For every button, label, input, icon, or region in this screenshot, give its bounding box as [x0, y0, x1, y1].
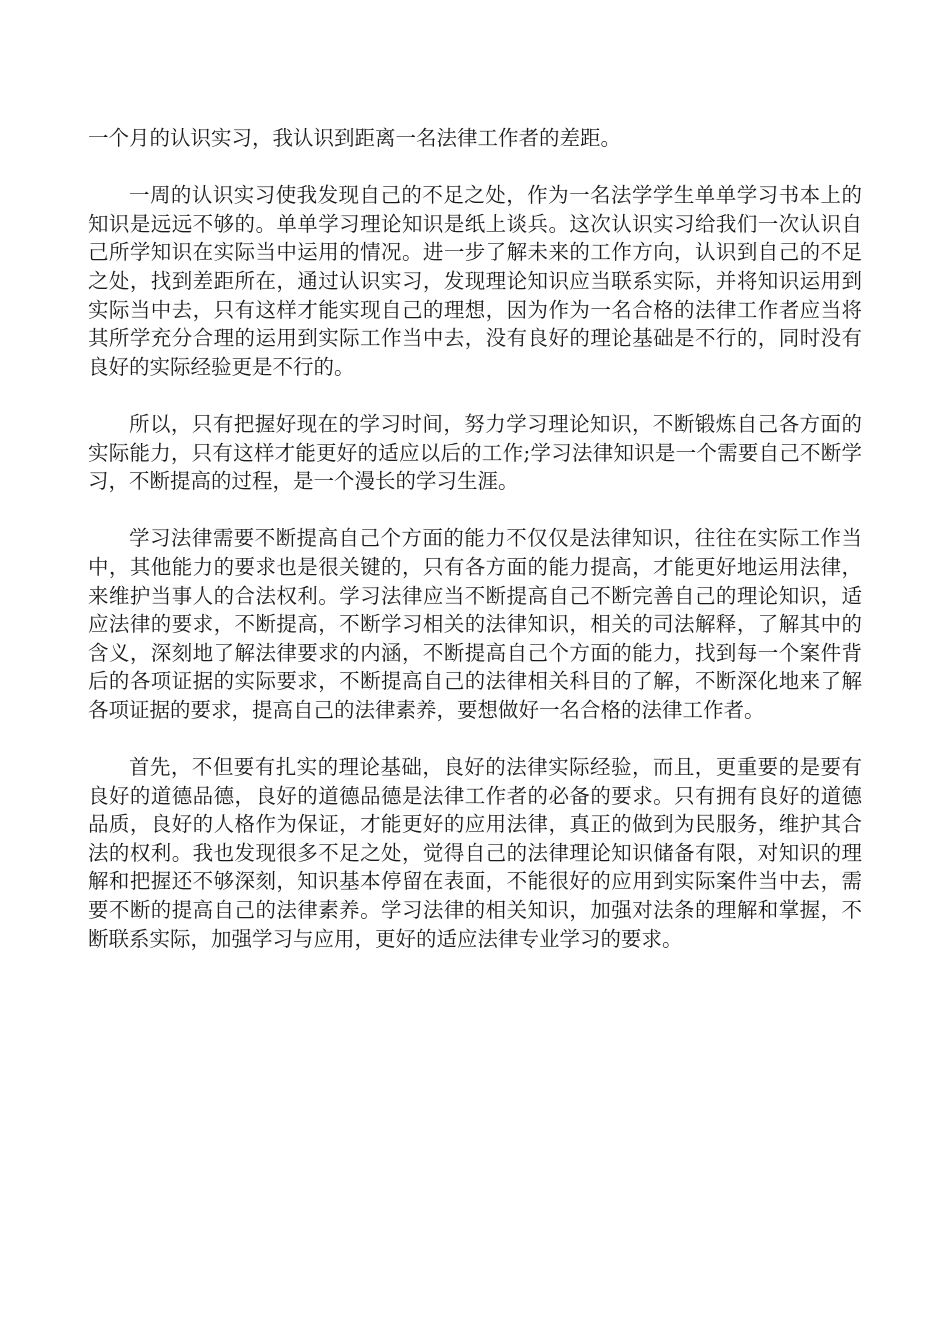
paragraph-5: 首先，不但要有扎实的理论基础，良好的法律实际经验，而且，更重要的是要有良好的道德品德，良好的道德品德是法律工作者的必备的要求。只有拥有良好的道德品质，良好的人格作为保证，才能更好的应用法律，真正的做到为民服务，维护其合法的权利。我也发现很多不足之处，觉得自己的法律理论知识储备有限，对知识的理解和把握还不够深刻，知识基本停留在表面，不能很好的应用到实际案件当中去，需要不断的提高自己的法律素养。学习法律的相关知识，加强对法条的理解和掌握，不断联系实际，加强学习与应用，更好的适应法律专业学习的要求。	[88, 755, 862, 951]
paragraph-4: 学习法律需要不断提高自己个方面的能力不仅仅是法律知识，往往在实际工作当中，其他能力的要求也是很关键的，只有各方面的能力提高，才能更好地运用法律，来维护当事人的合法权利。学习法律应当不断提高自己不断完善自己的理论知识，适应法律的要求，不断提高，不断学习相关的法律知识，相关的司法解释，了解其中的含义，深刻地了解法律要求的内涵，不断提高自己个方面的能力，找到每一个案件背后的各项证据的实际要求，不断提高自己的法律相关科目的了解，不断深化地来了解各项证据的要求，提高自己的法律素养，要想做好一名合格的法律工作者。	[88, 526, 862, 722]
paragraph-3: 所以，只有把握好现在的学习时间，努力学习理论知识，不断锻炼自己各方面的实际能力，只有这样才能更好的适应以后的工作;学习法律知识是一个需要自己不断学习，不断提高的过程，是一个漫长的学习生涯。	[88, 411, 862, 494]
document-body	[88, 124, 862, 982]
paragraph-2: 一周的认识实习使我发现自己的不足之处，作为一名法学学生单单学习书本上的知识是远远不够的。单单学习理论知识是纸上谈兵。这次认识实习给我们一次认识自己所学知识在实际当中运用的情况。进一步了解未来的工作方向，认识到自己的不足之处，找到差距所在，通过认识实习，发现理论知识应当联系实际，并将知识运用到实际当中去，只有这样才能实现自己的理想，因为作为一名合格的法律工作者应当将其所学充分合理的运用到实际工作当中去，没有良好的理论基础是不行的，同时没有良好的实际经验更是不行的。	[88, 183, 862, 379]
paragraph-1: 一个月的认识实习，我认识到距离一名法律工作者的差距。	[88, 126, 621, 150]
